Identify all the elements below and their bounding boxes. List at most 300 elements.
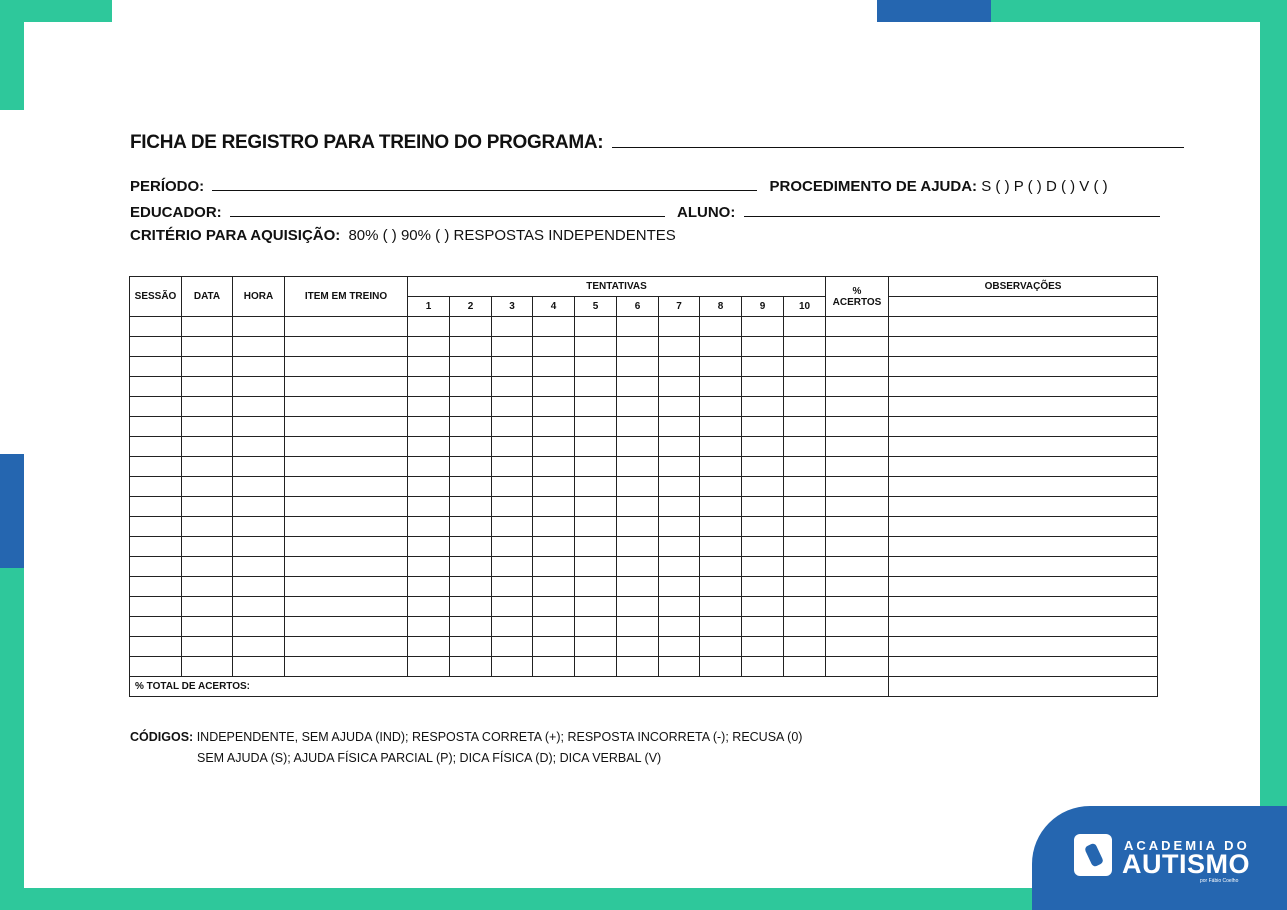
table-cell[interactable] bbox=[700, 577, 742, 597]
table-cell[interactable] bbox=[700, 597, 742, 617]
table-cell[interactable] bbox=[408, 537, 450, 557]
table-cell[interactable] bbox=[659, 317, 700, 337]
table-cell[interactable] bbox=[492, 477, 533, 497]
table-cell[interactable] bbox=[408, 337, 450, 357]
table-cell[interactable] bbox=[617, 557, 659, 577]
table-cell[interactable] bbox=[285, 617, 408, 637]
table-cell[interactable] bbox=[130, 457, 182, 477]
table-cell[interactable] bbox=[617, 577, 659, 597]
periodo-blank[interactable] bbox=[212, 176, 757, 191]
table-cell[interactable] bbox=[450, 377, 492, 397]
table-cell[interactable] bbox=[700, 657, 742, 677]
table-cell[interactable] bbox=[492, 617, 533, 637]
table-row bbox=[130, 577, 1158, 597]
table-cell[interactable] bbox=[700, 497, 742, 517]
table-cell[interactable] bbox=[617, 537, 659, 557]
table-cell[interactable] bbox=[533, 337, 575, 357]
table-cell[interactable] bbox=[533, 517, 575, 537]
table-cell[interactable] bbox=[784, 417, 826, 437]
table-cell[interactable] bbox=[617, 337, 659, 357]
table-cell[interactable] bbox=[575, 477, 617, 497]
table-cell[interactable] bbox=[182, 517, 233, 537]
table-cell[interactable] bbox=[492, 657, 533, 677]
table-cell[interactable] bbox=[285, 657, 408, 677]
table-cell[interactable] bbox=[408, 437, 450, 457]
table-cell[interactable] bbox=[742, 437, 784, 457]
table-cell[interactable] bbox=[450, 317, 492, 337]
table-cell[interactable] bbox=[182, 357, 233, 377]
table-cell[interactable] bbox=[450, 337, 492, 357]
table-cell[interactable] bbox=[659, 397, 700, 417]
table-cell[interactable] bbox=[742, 617, 784, 637]
table-cell[interactable] bbox=[533, 637, 575, 657]
table-cell[interactable] bbox=[742, 477, 784, 497]
table-cell[interactable] bbox=[700, 517, 742, 537]
table-cell[interactable] bbox=[408, 377, 450, 397]
table-cell[interactable] bbox=[700, 617, 742, 637]
table-cell[interactable] bbox=[700, 397, 742, 417]
table-cell[interactable] bbox=[408, 317, 450, 337]
table-cell[interactable] bbox=[285, 517, 408, 537]
table-cell[interactable] bbox=[700, 457, 742, 477]
table-cell[interactable] bbox=[233, 657, 285, 677]
table-cell[interactable] bbox=[285, 577, 408, 597]
table-cell[interactable] bbox=[742, 397, 784, 417]
table-cell[interactable] bbox=[742, 637, 784, 657]
table-cell[interactable] bbox=[889, 637, 1158, 657]
table-cell[interactable] bbox=[450, 617, 492, 637]
table-cell[interactable] bbox=[285, 457, 408, 477]
educador-blank[interactable] bbox=[230, 202, 665, 217]
table-cell[interactable] bbox=[617, 517, 659, 537]
table-cell[interactable] bbox=[533, 477, 575, 497]
table-cell[interactable] bbox=[182, 477, 233, 497]
table-cell[interactable] bbox=[182, 397, 233, 417]
table-cell[interactable] bbox=[659, 477, 700, 497]
table-cell[interactable] bbox=[742, 337, 784, 357]
table-cell[interactable] bbox=[575, 457, 617, 477]
table-cell[interactable] bbox=[233, 597, 285, 617]
table-cell[interactable] bbox=[233, 417, 285, 437]
table-cell[interactable] bbox=[450, 597, 492, 617]
table-cell[interactable] bbox=[492, 597, 533, 617]
table-cell[interactable] bbox=[408, 597, 450, 617]
table-cell[interactable] bbox=[889, 397, 1158, 417]
table-cell[interactable] bbox=[889, 377, 1158, 397]
table-cell[interactable] bbox=[700, 337, 742, 357]
table-cell[interactable] bbox=[659, 577, 700, 597]
table-cell[interactable] bbox=[182, 317, 233, 337]
table-cell[interactable] bbox=[575, 657, 617, 677]
table-cell[interactable] bbox=[889, 537, 1158, 557]
table-cell[interactable] bbox=[408, 417, 450, 437]
table-cell[interactable] bbox=[533, 397, 575, 417]
table-cell[interactable] bbox=[617, 397, 659, 417]
table-cell[interactable] bbox=[233, 397, 285, 417]
table-cell[interactable] bbox=[233, 497, 285, 517]
table-cell[interactable] bbox=[408, 617, 450, 637]
table-cell[interactable] bbox=[233, 637, 285, 657]
table-cell[interactable] bbox=[450, 397, 492, 417]
table-cell[interactable] bbox=[408, 457, 450, 477]
table-cell[interactable] bbox=[826, 377, 889, 397]
total-value-cell[interactable] bbox=[889, 677, 1158, 697]
table-cell[interactable] bbox=[233, 577, 285, 597]
table-cell[interactable] bbox=[492, 457, 533, 477]
table-cell[interactable] bbox=[659, 537, 700, 557]
attempt-number: 3 bbox=[492, 297, 533, 317]
table-cell[interactable] bbox=[826, 357, 889, 377]
table-cell[interactable] bbox=[659, 637, 700, 657]
table-cell[interactable] bbox=[575, 417, 617, 437]
table-cell[interactable] bbox=[182, 537, 233, 557]
table-cell[interactable] bbox=[285, 557, 408, 577]
table-cell[interactable] bbox=[742, 597, 784, 617]
table-cell[interactable] bbox=[408, 517, 450, 537]
table-cell[interactable] bbox=[784, 477, 826, 497]
table-cell[interactable] bbox=[617, 317, 659, 337]
table-cell[interactable] bbox=[408, 497, 450, 517]
table-cell[interactable] bbox=[130, 557, 182, 577]
table-cell[interactable] bbox=[450, 437, 492, 457]
table-cell[interactable] bbox=[533, 617, 575, 637]
table-cell[interactable] bbox=[700, 437, 742, 457]
table-cell[interactable] bbox=[826, 617, 889, 637]
table-cell[interactable] bbox=[492, 537, 533, 557]
table-cell[interactable] bbox=[450, 417, 492, 437]
table-cell[interactable] bbox=[889, 597, 1158, 617]
table-cell[interactable] bbox=[659, 417, 700, 437]
table-cell[interactable] bbox=[784, 337, 826, 357]
table-cell[interactable] bbox=[784, 637, 826, 657]
table-cell[interactable] bbox=[408, 397, 450, 417]
table-cell[interactable] bbox=[784, 597, 826, 617]
table-cell[interactable] bbox=[575, 397, 617, 417]
table-cell[interactable] bbox=[285, 637, 408, 657]
aluno-blank[interactable] bbox=[744, 202, 1160, 217]
table-cell[interactable] bbox=[826, 417, 889, 437]
frame-top-blue bbox=[877, 0, 991, 22]
table-cell[interactable] bbox=[826, 317, 889, 337]
table-cell[interactable] bbox=[742, 517, 784, 537]
table-cell[interactable] bbox=[889, 437, 1158, 457]
table-cell[interactable] bbox=[130, 437, 182, 457]
table-cell[interactable] bbox=[130, 597, 182, 617]
table-cell[interactable] bbox=[182, 417, 233, 437]
table-cell[interactable] bbox=[784, 557, 826, 577]
table-cell[interactable] bbox=[826, 537, 889, 557]
table-cell[interactable] bbox=[233, 617, 285, 637]
table-cell[interactable] bbox=[130, 537, 182, 557]
table-cell[interactable] bbox=[784, 377, 826, 397]
table-cell[interactable] bbox=[742, 497, 784, 517]
table-cell[interactable] bbox=[617, 497, 659, 517]
table-cell[interactable] bbox=[889, 337, 1158, 357]
table-cell[interactable] bbox=[492, 437, 533, 457]
table-row bbox=[130, 317, 1158, 337]
table-cell[interactable] bbox=[575, 577, 617, 597]
table-cell[interactable] bbox=[408, 577, 450, 597]
table-cell[interactable] bbox=[533, 537, 575, 557]
table-cell[interactable] bbox=[450, 517, 492, 537]
table-cell[interactable] bbox=[700, 417, 742, 437]
table-cell[interactable] bbox=[450, 557, 492, 577]
table-cell[interactable] bbox=[575, 617, 617, 637]
table-cell[interactable] bbox=[233, 337, 285, 357]
table-cell[interactable] bbox=[492, 357, 533, 377]
procedimento-options[interactable]: S ( ) P ( ) D ( ) V ( ) bbox=[981, 178, 1108, 195]
table-cell[interactable] bbox=[285, 397, 408, 417]
table-cell[interactable] bbox=[130, 517, 182, 537]
table-cell[interactable] bbox=[575, 337, 617, 357]
table-cell[interactable] bbox=[285, 437, 408, 457]
table-cell[interactable] bbox=[826, 657, 889, 677]
table-cell[interactable] bbox=[742, 457, 784, 477]
table-cell[interactable] bbox=[659, 617, 700, 637]
table-cell[interactable] bbox=[889, 457, 1158, 477]
table-cell[interactable] bbox=[285, 317, 408, 337]
table-cell[interactable] bbox=[492, 637, 533, 657]
table-cell[interactable] bbox=[700, 537, 742, 557]
table-cell[interactable] bbox=[742, 417, 784, 437]
table-cell[interactable] bbox=[575, 557, 617, 577]
table-cell[interactable] bbox=[575, 597, 617, 617]
table-cell[interactable] bbox=[130, 497, 182, 517]
table-cell[interactable] bbox=[617, 597, 659, 617]
table-cell[interactable] bbox=[492, 417, 533, 437]
table-cell[interactable] bbox=[130, 577, 182, 597]
table-cell[interactable] bbox=[575, 537, 617, 557]
table-cell[interactable] bbox=[742, 557, 784, 577]
table-cell[interactable] bbox=[533, 357, 575, 377]
table-cell[interactable] bbox=[492, 317, 533, 337]
table-cell[interactable] bbox=[617, 637, 659, 657]
table-row bbox=[130, 497, 1158, 517]
table-cell[interactable] bbox=[826, 437, 889, 457]
table-cell[interactable] bbox=[285, 377, 408, 397]
table-cell[interactable] bbox=[233, 437, 285, 457]
table-cell[interactable] bbox=[742, 537, 784, 557]
table-cell[interactable] bbox=[182, 577, 233, 597]
table-cell[interactable] bbox=[233, 557, 285, 577]
table-cell[interactable] bbox=[700, 377, 742, 397]
table-cell[interactable] bbox=[408, 557, 450, 577]
table-cell[interactable] bbox=[700, 357, 742, 377]
table-cell[interactable] bbox=[826, 557, 889, 577]
table-cell[interactable] bbox=[889, 497, 1158, 517]
table-cell[interactable] bbox=[533, 577, 575, 597]
table-cell[interactable] bbox=[130, 337, 182, 357]
table-cell[interactable] bbox=[182, 557, 233, 577]
table-cell[interactable] bbox=[575, 357, 617, 377]
table-cell[interactable] bbox=[659, 437, 700, 457]
table-cell[interactable] bbox=[182, 657, 233, 677]
table-cell[interactable] bbox=[450, 457, 492, 477]
table-cell[interactable] bbox=[889, 657, 1158, 677]
table-cell[interactable] bbox=[700, 317, 742, 337]
table-cell[interactable] bbox=[617, 357, 659, 377]
table-cell[interactable] bbox=[575, 637, 617, 657]
table-cell[interactable] bbox=[659, 337, 700, 357]
table-cell[interactable] bbox=[700, 557, 742, 577]
table-cell[interactable] bbox=[826, 497, 889, 517]
table-cell[interactable] bbox=[285, 417, 408, 437]
table-cell[interactable] bbox=[130, 317, 182, 337]
table-cell[interactable] bbox=[233, 517, 285, 537]
table-cell[interactable] bbox=[285, 357, 408, 377]
table-cell[interactable] bbox=[659, 517, 700, 537]
table-cell[interactable] bbox=[182, 497, 233, 517]
table-cell[interactable] bbox=[784, 517, 826, 537]
table-cell[interactable] bbox=[285, 337, 408, 357]
table-cell[interactable] bbox=[182, 437, 233, 457]
table-cell[interactable] bbox=[659, 377, 700, 397]
table-cell[interactable] bbox=[826, 637, 889, 657]
table-cell[interactable] bbox=[533, 597, 575, 617]
table-cell[interactable] bbox=[492, 397, 533, 417]
table-cell[interactable] bbox=[233, 317, 285, 337]
table-cell[interactable] bbox=[617, 617, 659, 637]
table-cell[interactable] bbox=[617, 477, 659, 497]
table-cell[interactable] bbox=[533, 657, 575, 677]
table-cell[interactable] bbox=[182, 337, 233, 357]
table-cell[interactable] bbox=[533, 457, 575, 477]
table-cell[interactable] bbox=[700, 637, 742, 657]
table-cell[interactable] bbox=[533, 497, 575, 517]
table-cell[interactable] bbox=[826, 597, 889, 617]
table-cell[interactable] bbox=[659, 557, 700, 577]
table-cell[interactable] bbox=[130, 397, 182, 417]
table-cell[interactable] bbox=[450, 537, 492, 557]
table-cell[interactable] bbox=[285, 477, 408, 497]
table-cell[interactable] bbox=[784, 657, 826, 677]
table-cell[interactable] bbox=[408, 637, 450, 657]
table-cell[interactable] bbox=[659, 357, 700, 377]
table-cell[interactable] bbox=[659, 597, 700, 617]
table-cell[interactable] bbox=[130, 657, 182, 677]
table-cell[interactable] bbox=[450, 497, 492, 517]
table-cell[interactable] bbox=[233, 357, 285, 377]
table-cell[interactable] bbox=[889, 317, 1158, 337]
table-cell[interactable] bbox=[659, 657, 700, 677]
table-cell[interactable] bbox=[784, 397, 826, 417]
table-cell[interactable] bbox=[130, 357, 182, 377]
table-cell[interactable] bbox=[742, 657, 784, 677]
table-cell[interactable] bbox=[889, 517, 1158, 537]
table-cell[interactable] bbox=[233, 537, 285, 557]
table-cell[interactable] bbox=[492, 577, 533, 597]
table-cell[interactable] bbox=[575, 517, 617, 537]
table-cell[interactable] bbox=[742, 317, 784, 337]
table-cell[interactable] bbox=[617, 377, 659, 397]
programa-blank[interactable] bbox=[612, 133, 1184, 148]
table-cell[interactable] bbox=[889, 557, 1158, 577]
table-cell[interactable] bbox=[408, 477, 450, 497]
table-cell[interactable] bbox=[889, 477, 1158, 497]
table-cell[interactable] bbox=[130, 417, 182, 437]
table-cell[interactable] bbox=[826, 477, 889, 497]
table-cell[interactable] bbox=[826, 397, 889, 417]
table-cell[interactable] bbox=[575, 377, 617, 397]
table-cell[interactable] bbox=[130, 477, 182, 497]
table-cell[interactable] bbox=[285, 597, 408, 617]
table-cell[interactable] bbox=[826, 337, 889, 357]
table-cell[interactable] bbox=[492, 497, 533, 517]
table-cell[interactable] bbox=[182, 377, 233, 397]
table-cell[interactable] bbox=[233, 377, 285, 397]
table-cell[interactable] bbox=[742, 577, 784, 597]
table-cell[interactable] bbox=[450, 477, 492, 497]
table-cell[interactable] bbox=[408, 357, 450, 377]
table-cell[interactable] bbox=[130, 637, 182, 657]
table-cell[interactable] bbox=[408, 657, 450, 677]
table-cell[interactable] bbox=[889, 417, 1158, 437]
table-cell[interactable] bbox=[659, 497, 700, 517]
table-cell[interactable] bbox=[533, 317, 575, 337]
table-cell[interactable] bbox=[450, 357, 492, 377]
table-cell[interactable] bbox=[182, 637, 233, 657]
table-cell[interactable] bbox=[742, 377, 784, 397]
table-cell[interactable] bbox=[285, 497, 408, 517]
table-cell[interactable] bbox=[784, 437, 826, 457]
table-cell[interactable] bbox=[889, 617, 1158, 637]
table-cell[interactable] bbox=[784, 317, 826, 337]
table-cell[interactable] bbox=[784, 617, 826, 637]
table-cell[interactable] bbox=[889, 577, 1158, 597]
table-cell[interactable] bbox=[889, 357, 1158, 377]
table-cell[interactable] bbox=[130, 617, 182, 637]
table-cell[interactable] bbox=[182, 457, 233, 477]
table-cell[interactable] bbox=[784, 357, 826, 377]
table-cell[interactable] bbox=[784, 457, 826, 477]
table-cell[interactable] bbox=[575, 437, 617, 457]
table-cell[interactable] bbox=[826, 577, 889, 597]
table-cell[interactable] bbox=[450, 637, 492, 657]
table-cell[interactable] bbox=[130, 377, 182, 397]
table-cell[interactable] bbox=[617, 457, 659, 477]
table-cell[interactable] bbox=[492, 337, 533, 357]
table-cell[interactable] bbox=[533, 417, 575, 437]
table-cell[interactable] bbox=[492, 517, 533, 537]
table-cell[interactable] bbox=[450, 657, 492, 677]
table-cell[interactable] bbox=[700, 477, 742, 497]
table-cell[interactable] bbox=[784, 577, 826, 597]
table-cell[interactable] bbox=[826, 457, 889, 477]
table-cell[interactable] bbox=[233, 457, 285, 477]
table-cell[interactable] bbox=[617, 657, 659, 677]
table-cell[interactable] bbox=[182, 617, 233, 637]
criterio-options[interactable]: 80% ( ) 90% ( ) RESPOSTAS INDEPENDENTES bbox=[348, 227, 676, 244]
table-cell[interactable] bbox=[533, 377, 575, 397]
table-cell[interactable] bbox=[575, 317, 617, 337]
table-cell[interactable] bbox=[233, 477, 285, 497]
table-cell[interactable] bbox=[575, 497, 617, 517]
table-cell[interactable] bbox=[784, 497, 826, 517]
table-cell[interactable] bbox=[617, 417, 659, 437]
table-cell[interactable] bbox=[784, 537, 826, 557]
table-cell[interactable] bbox=[450, 577, 492, 597]
table-cell[interactable] bbox=[492, 557, 533, 577]
table-cell[interactable] bbox=[285, 537, 408, 557]
table-cell[interactable] bbox=[492, 377, 533, 397]
table-cell[interactable] bbox=[659, 457, 700, 477]
table-cell[interactable] bbox=[182, 597, 233, 617]
table-cell[interactable] bbox=[617, 437, 659, 457]
table-cell[interactable] bbox=[826, 517, 889, 537]
table-cell[interactable] bbox=[742, 357, 784, 377]
table-cell[interactable] bbox=[533, 557, 575, 577]
table-cell[interactable] bbox=[533, 437, 575, 457]
